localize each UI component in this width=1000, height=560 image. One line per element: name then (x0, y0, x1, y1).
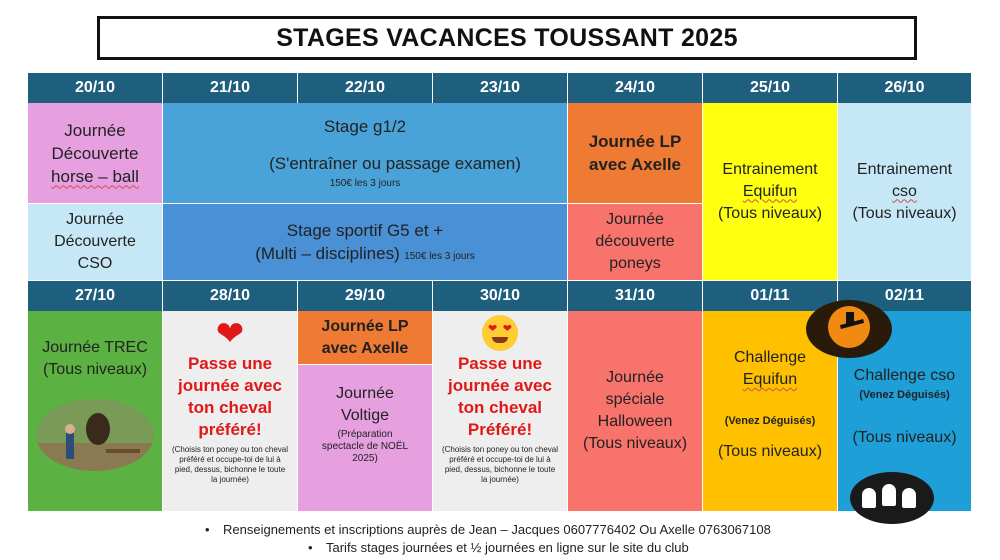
activity-text: Challenge (733, 349, 807, 366)
bullet: • (308, 540, 313, 555)
activity-passe-journee-2 (433, 311, 568, 512)
activity-text: Passe une (187, 354, 273, 373)
activity-text: préféré! (198, 420, 262, 439)
activity-halloween (568, 311, 703, 512)
activity-text: découverte (595, 233, 675, 250)
activity-note: pied, dessus, bichonne le toute (444, 465, 556, 474)
activity-text: (Tous niveaux) (42, 361, 148, 378)
heart-eyes-emoji-icon: ❤ ❤ (482, 315, 518, 351)
activity-text: (Tous niveaux) (582, 435, 688, 452)
date-header: 02/11 (838, 281, 972, 311)
stage-title: Stage g1/2 (323, 117, 407, 136)
activity-text: Journée (606, 211, 664, 228)
schedule-grid (28, 73, 972, 512)
date-header: 23/10 (433, 73, 568, 103)
trec-photo (36, 399, 154, 471)
witch-moon-icon (806, 300, 892, 358)
activity-text: (Tous niveaux) (852, 429, 957, 446)
activity-text: Journée (64, 120, 126, 140)
date-header: 31/10 (568, 281, 703, 311)
stage-price: 150€ les 3 jours (329, 178, 401, 189)
page-title: STAGES VACANCES TOUSSANT 2025 (276, 23, 738, 52)
activity-text: Passe une (457, 354, 543, 373)
stage-title: Stage sportif G5 et + (286, 221, 444, 240)
footer-tarifs-text: Tarifs stages journées et ½ journées en ligne sur le site du club (326, 540, 689, 555)
activity-text: avec Axelle (589, 155, 681, 174)
activity-trec (28, 311, 163, 512)
date-header: 28/10 (163, 281, 298, 311)
activity-text: CSO (77, 255, 113, 272)
horse-photo-icon (36, 399, 154, 471)
date-header: 22/10 (298, 73, 433, 103)
stage-subtitle: (S'entraîner ou passage examen) (269, 154, 521, 173)
activity-text: Voltige (340, 407, 390, 424)
activity-text: Journée LP (588, 132, 682, 151)
activity-note: la journée) (481, 475, 519, 484)
date-header: 01/11 (703, 281, 838, 311)
activity-text: Journée LP (321, 317, 409, 335)
bullet: • (205, 522, 210, 537)
activity-cso-training (838, 103, 972, 281)
ghosts-icon (850, 472, 934, 524)
activity-text: Equifun (742, 182, 798, 200)
activity-text: horse – ball (51, 166, 139, 186)
activity-note: 2025) (352, 453, 378, 464)
title-banner (97, 16, 917, 60)
activity-text: cso (892, 182, 917, 200)
activity-text: ton cheval (187, 398, 273, 417)
activity-note: (Choisis ton poney ou ton cheval (171, 445, 289, 454)
activity-note: pied, dessus, bichonne le toute (174, 465, 286, 474)
activity-poneys (568, 204, 703, 281)
hearts-icon: ❤ (215, 315, 245, 353)
activity-note: la journée) (211, 475, 249, 484)
activity-horse-ball (28, 103, 163, 204)
activity-text: (Tous niveaux) (717, 204, 823, 222)
activity-note: préféré et occupe-toi de lui à (179, 455, 281, 464)
stage-price: 150€ les 3 jours (404, 251, 475, 262)
activity-text: Entrainement (722, 160, 818, 178)
activity-text: poneys (609, 255, 661, 272)
stage-g1-2 (163, 103, 568, 204)
activity-cso-discovery (28, 204, 163, 281)
date-header: 26/10 (838, 73, 972, 103)
activity-text: Découverte (54, 233, 136, 250)
activity-note: (Préparation (337, 429, 393, 440)
activity-text: Découverte (51, 143, 139, 163)
activity-note: (Venez Déguisés) (859, 389, 950, 401)
activity-lp-axelle-2 (298, 311, 433, 365)
date-header: 24/10 (568, 73, 703, 103)
activity-passe-journee-1 (163, 311, 298, 512)
activity-text: avec Axelle (321, 339, 409, 357)
activity-note: préféré et occupe-toi de lui à (449, 455, 551, 464)
activity-lp-axelle (568, 103, 703, 204)
activity-text: (Tous niveaux) (717, 443, 823, 460)
activity-text: Journée (336, 385, 394, 402)
date-header: 30/10 (433, 281, 568, 311)
activity-text: Halloween (597, 413, 673, 430)
date-header: 21/10 (163, 73, 298, 103)
stage-subtitle: (Multi – disciplines) (255, 244, 400, 263)
date-header: 29/10 (298, 281, 433, 311)
activity-text: journée avec (448, 376, 552, 395)
activity-note: spectacle de NOËL (321, 441, 409, 452)
activity-text: Journée (66, 211, 124, 228)
activity-equifun-training (703, 103, 838, 281)
activity-text: Journée (606, 369, 664, 386)
activity-text: (Tous niveaux) (852, 204, 957, 222)
activity-text: ton cheval (457, 398, 543, 417)
footer-info (205, 522, 965, 537)
activity-text: Préféré! (467, 420, 533, 439)
date-header: 25/10 (703, 73, 838, 103)
stage-sportif-g5 (163, 204, 568, 281)
activity-note: (Choisis ton poney ou ton cheval (441, 445, 559, 454)
footer-contact: Renseignements et inscriptions auprès de Jean – Jacques 0607776402 Ou Axelle 0763067108 (223, 522, 771, 537)
activity-text: Equifun (742, 371, 798, 388)
activity-text: Journée TREC (42, 339, 148, 356)
activity-voltige (298, 365, 433, 512)
activity-note: (Venez Déguisés) (724, 415, 816, 427)
activity-text: spéciale (605, 391, 665, 408)
activity-text: journée avec (178, 376, 282, 395)
activity-text: Entrainement (856, 160, 953, 178)
date-header: 27/10 (28, 281, 163, 311)
footer-tarifs (308, 540, 968, 555)
date-header: 20/10 (28, 73, 163, 103)
activity-text: Challenge cso (853, 367, 956, 384)
